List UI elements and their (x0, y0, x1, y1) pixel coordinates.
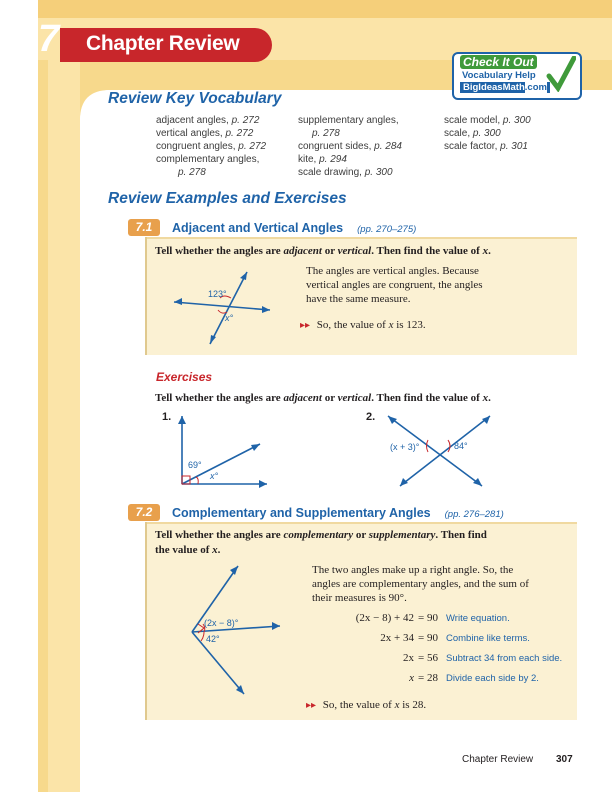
vocab-term: scale model, p. 300 (444, 115, 531, 126)
solution-step: 2x + 34 = 90 Combine like terms. (380, 632, 530, 644)
lesson-title: Adjacent and Vertical Angles (172, 221, 344, 235)
footer-label: Chapter Review (462, 754, 534, 765)
exercise-number: 1. (162, 411, 172, 423)
vocab-term: vertical angles, p. 272 (156, 128, 254, 139)
solution-steps (300, 612, 570, 692)
vocab-term: p. 278 (312, 128, 340, 139)
exercise-1-figure (172, 412, 272, 488)
lesson-badge: 7.2 (128, 504, 160, 521)
example-answer: ▸▸ So, the value of x is 123. (300, 319, 426, 331)
vocab-term: congruent angles, p. 272 (156, 141, 267, 152)
exercise-2-figure (370, 410, 510, 490)
vocab-term: scale drawing, p. 300 (298, 167, 393, 178)
vocab-term: supplementary angles, (298, 115, 399, 126)
chapter-number: 7 (38, 18, 60, 60)
vocabulary-help-label: Vocabulary Help (462, 70, 536, 81)
exercise-1-angle-x: x° (210, 471, 219, 481)
angle-label-x: x° (225, 313, 234, 323)
lesson-title-row (172, 219, 416, 237)
complementary-angles-figure (180, 560, 290, 700)
vocab-term: scale factor, p. 301 (444, 141, 528, 152)
angle-label-2x-minus-8: (2x − 8)° (204, 618, 239, 628)
angle-label-123: 123° (208, 289, 227, 299)
bigideasmath-label: BigIdeasMath.com (460, 82, 550, 93)
answer-arrow-icon: ▸▸ (300, 320, 311, 331)
vocabulary-column-3 (444, 114, 531, 153)
angle-label-42: 42° (206, 634, 220, 644)
vocab-term: adjacent angles, p. 272 (156, 115, 260, 126)
lesson-badge: 7.1 (128, 219, 160, 236)
lesson-title: Complementary and Supplementary Angles (172, 506, 431, 520)
example-answer: ▸▸ So, the value of x is 28. (306, 699, 427, 711)
vocabulary-heading: Review Key Vocabulary (108, 90, 282, 107)
exercise-number: 2. (366, 411, 376, 423)
example-prompt: Tell whether the angles are complementary or supplementary. Then find the value of x. (155, 529, 487, 556)
exercises-prompt: Tell whether the angles are adjacent or vertical. Then find the value of x. (155, 392, 491, 404)
vocab-term: kite, p. 294 (298, 154, 347, 165)
page-number: 307 (556, 754, 573, 765)
example-left-rule (145, 522, 147, 720)
exercises-heading: Exercises (156, 370, 213, 384)
checkmark-icon (546, 56, 576, 92)
chapter-title: Chapter Review (86, 32, 240, 55)
lesson-pages: (pp. 270–275) (357, 224, 417, 235)
solution-step: 2x = 56 Subtract 34 from each side. (403, 652, 563, 664)
exercise-2-right-angle: 84° (454, 441, 468, 451)
example-prompt: Tell whether the angles are adjacent or vertical. Then find the value of x. (155, 245, 491, 257)
lesson-pages: (pp. 276–281) (444, 509, 504, 520)
vocabulary-column-1 (156, 114, 266, 179)
example-explanation: The two angles make up a right angle. So, the angles are complementary angles, and the sum of their measures is 90°. (312, 564, 529, 604)
vocabulary-column-2 (298, 114, 402, 179)
solution-step: x = 28 Divide each side by 2. (409, 672, 539, 684)
example-explanation: The angles are vertical angles. Because vertical angles are congruent, the angles have the same measure. (306, 265, 483, 305)
examples-heading: Review Examples and Exercises (108, 190, 347, 207)
vocab-term: scale, p. 300 (444, 128, 501, 139)
vocab-term: complementary angles, (156, 154, 260, 165)
check-it-out-box[interactable] (452, 52, 582, 100)
exercise-1-angle-69: 69° (188, 460, 202, 470)
check-it-out-label: Check It Out (460, 55, 537, 69)
vocab-term: p. 278 (178, 167, 206, 178)
answer-arrow-icon: ▸▸ (306, 700, 317, 711)
solution-step: (2x − 8) + 42 = 90 Write equation. (355, 612, 510, 624)
lesson-title-row (172, 504, 504, 522)
example-left-rule (145, 237, 147, 355)
exercise-2-left-angle: (x + 3)° (390, 442, 420, 452)
vocab-term: congruent sides, p. 284 (298, 141, 402, 152)
vertical-angles-figure (160, 268, 280, 348)
